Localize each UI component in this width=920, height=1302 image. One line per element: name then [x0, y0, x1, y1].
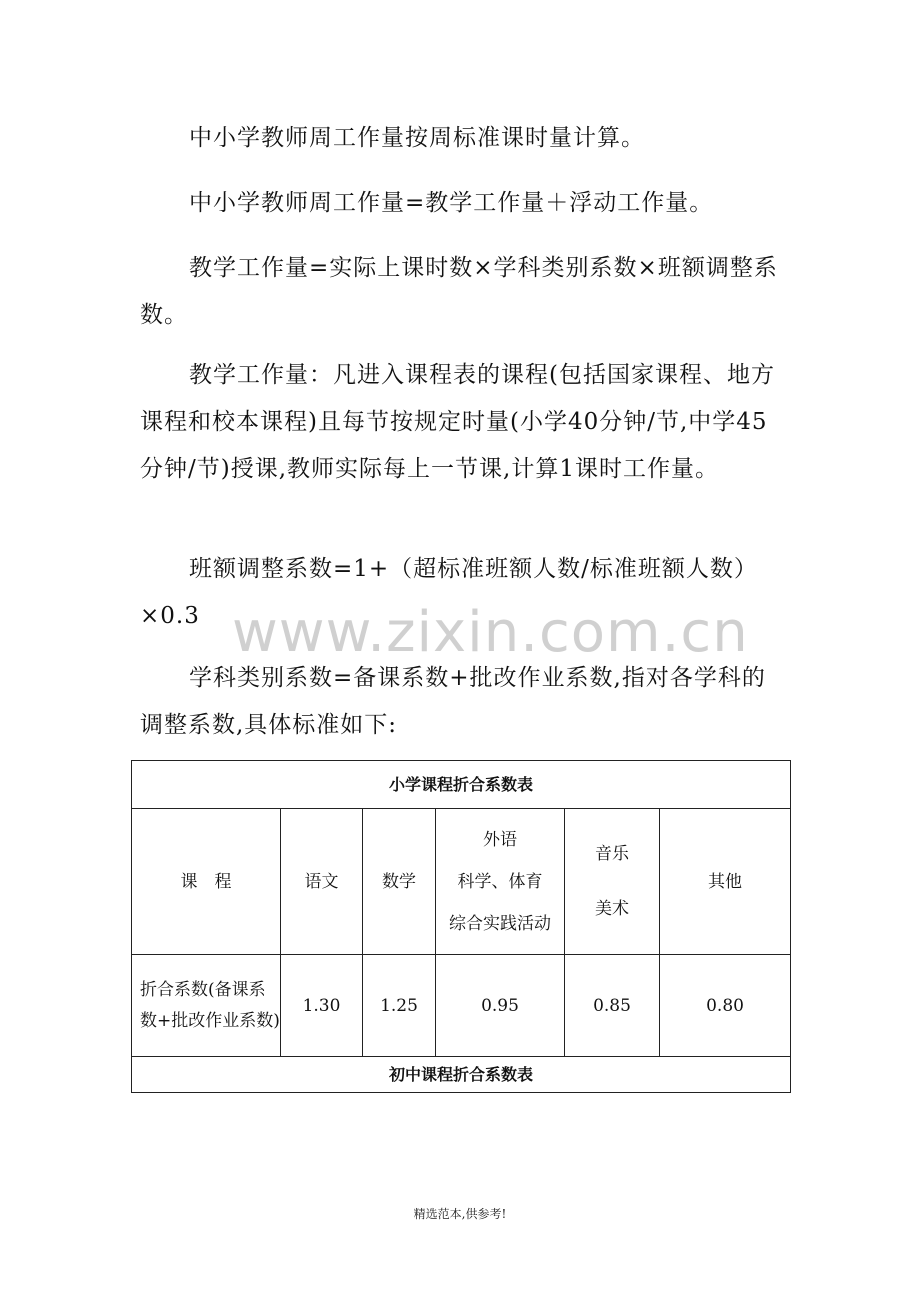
- value-chinese: 1.30: [281, 955, 363, 1057]
- watermark: www.zixin.com.cn: [232, 600, 749, 665]
- table-row: [132, 955, 791, 1057]
- paragraph-5: 班额调整系数=1+（超标准班额人数/标准班额人数）×0.3: [140, 556, 758, 629]
- header-music-art: [565, 809, 660, 955]
- header-practice: 综合实践活动: [449, 913, 551, 934]
- header-foreign-science-practice: [436, 809, 565, 955]
- paragraph-2: 中小学教师周工作量=教学工作量＋浮动工作量。: [189, 190, 714, 216]
- header-art: 美术: [595, 899, 629, 919]
- header-science-pe: 科学、体育: [457, 871, 543, 892]
- paragraph-6: 学科类别系数=备课系数+批改作业系数,指对各学科的调整系数,具体标准如下:: [140, 665, 766, 738]
- coefficient-table: [131, 760, 791, 1093]
- header-foreign: 外语: [483, 829, 517, 850]
- table-header-row: [132, 809, 791, 955]
- value-math: 1.25: [363, 955, 436, 1057]
- value-music-art: 0.85: [565, 955, 660, 1057]
- header-other: 其他: [660, 809, 791, 955]
- header-chinese: 语文: [281, 809, 363, 955]
- header-math: 数学: [363, 809, 436, 955]
- row-label: 折合系数(备课系数+批改作业系数): [132, 955, 281, 1057]
- table-title: 小学课程折合系数表: [132, 761, 791, 809]
- paragraph-4: 教学工作量：凡进入课程表的课程(包括国家课程、地方课程和校本课程)且每节按规定时量(小学40分钟/节,中学45分钟/节)授课,教师实际每上一节课,计算1课时工作量。: [140, 362, 775, 482]
- page-footer: 精选范本,供参考!: [413, 1207, 507, 1221]
- next-table-title: 初中课程折合系数表: [132, 1057, 791, 1093]
- header-course: 课 程: [132, 809, 281, 955]
- header-music: 音乐: [595, 844, 629, 864]
- paragraph-3: 教学工作量=实际上课时数×学科类别系数×班额调整系数。: [140, 255, 778, 328]
- paragraph-1: 中小学教师周工作量按周标准课时量计算。: [189, 125, 645, 151]
- value-other: 0.80: [660, 955, 791, 1057]
- value-foreign-science-practice: 0.95: [436, 955, 565, 1057]
